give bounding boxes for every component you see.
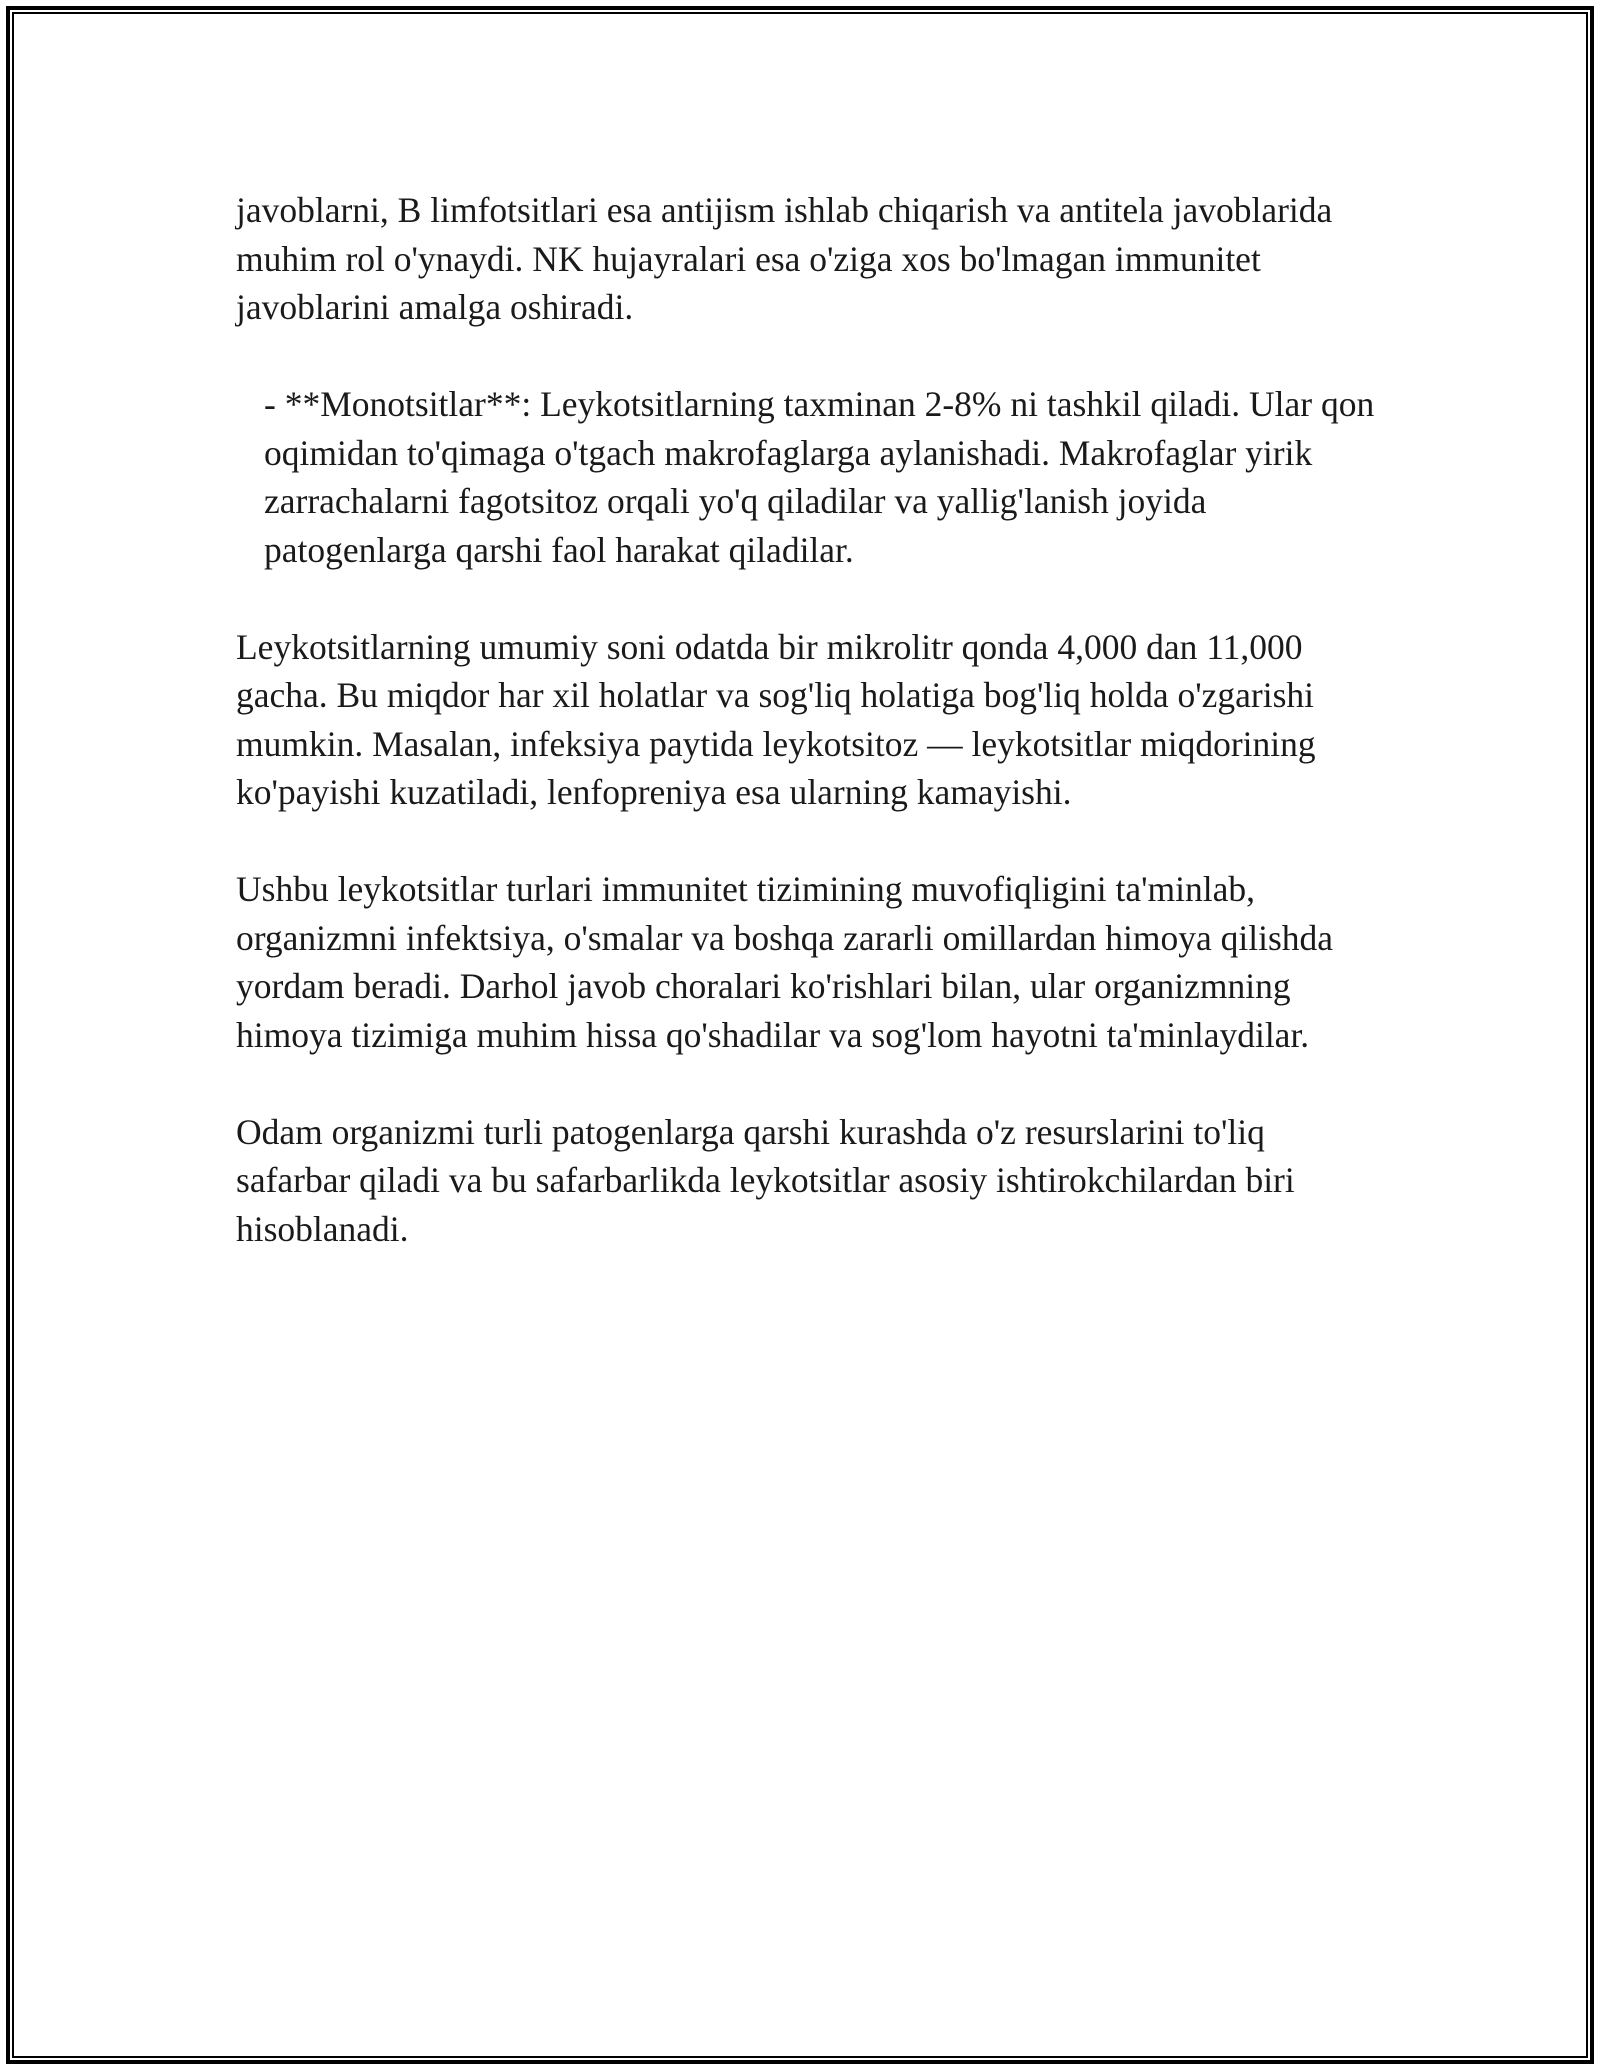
paragraph-leukocyte-count: Leykotsitlarning umumiy soni odatda bir mikrolitr qonda 4,000 dan 11,000 gacha. Bu miqdor har xil holatlar va sog'liq holatiga bog'liq holda o'zgarishi mumkin. Masalan, infeksiya paytida leykotsitoz — leykotsitlar miqdorining ko'payishi kuzatiladi, lenfopreniya esa ularning kamayishi. <box>236 626 1325 812</box>
document-body <box>236 186 1384 1302</box>
paragraph-immune-function: Ushbu leykotsitlar turlari immunitet tizimining muvofiqligini ta'minlab, organizmni infektsiya, o'smalar va boshqa zararli omillardan himoya qilishda yordam beradi. Darhol javob choralari ko'rishlari bilan, ular organizmning himoya tizimiga muhim hissa qo'shadilar va sog'lom hayotni ta'minlaydilar. <box>236 869 1342 1055</box>
paragraph-conclusion: Odam organizmi turli patogenlarga qarshi kurashda o'z resurslarini to'liq safarbar qiladi va bu safarbarlikda leykotsitlar asosiy ishtirokchilardan biri hisoblanadi. <box>236 1111 1304 1249</box>
paragraph-lymphocytes: javoblarni, B limfotsitlari esa antijism ishlab chiqarish va antitela javoblarida muhim rol o'ynaydi. NK hujayralari esa o'ziga xos bo'lmagan immunitet javoblarini amalga oshiradi. <box>236 190 1342 327</box>
paragraph-monocytes: - **Monotsitlar**: Leykotsitlarning taxminan 2-8% ni tashkil qiladi. Ular qon oqimidan to'qimaga o'tgach makrofaglarga aylanishadi. Makrofaglar yirik zarrachalarni fagotsitoz orqali yo'q qiladilar va yallig'lanish joyida patogenlarga qarshi faol harakat qiladilar. <box>264 384 1384 570</box>
